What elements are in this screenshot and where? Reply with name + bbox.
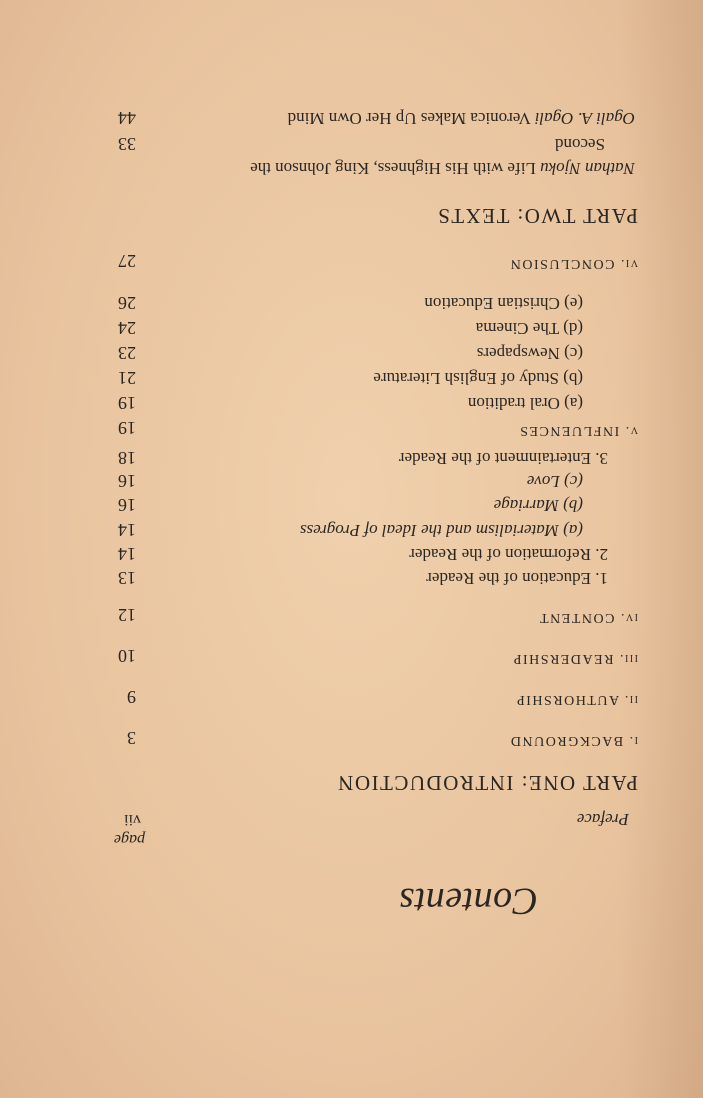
toc-entry-label: (b) Marriage [493,496,583,515]
toc-entry [0,339,703,363]
part-two-heading: PART TWO: TEXTS [436,204,638,228]
toc-entry [0,389,703,413]
toc-entry-page: 19 [118,418,136,438]
toc-entry [0,314,703,338]
toc-entry-author: Nathan Njoku [540,159,635,178]
toc-entry-page: 44 [118,108,136,128]
toc-entry-label: (a) Oral tradition [467,394,583,413]
toc-entry-title-continued: Second [554,135,605,154]
toc-entry-title: Veronica Makes Up Her Own Mind [287,109,531,128]
contents-title: Contents [398,880,538,922]
toc-entry [0,247,703,271]
toc-entry-page: 9 [127,687,136,707]
toc-entry [0,601,703,625]
toc-entry-title: Life with His Highness, King Johnson the [250,159,536,178]
toc-entry-page: 3 [127,728,136,748]
toc-entry-label: (c) Newspapers [476,344,583,363]
toc-entry-page: 12 [118,605,136,625]
toc-entry [0,724,703,748]
toc-entry-page: 10 [118,646,136,666]
toc-entry-author: Ogali A. Ogali [534,109,635,128]
toc-entry-label: (c) Love [526,472,583,491]
toc-entry-label: (e) Christian Education [424,294,583,313]
toc-entry-label: 1. Education of the Reader [426,569,608,588]
toc-entry-page: 23 [118,343,136,363]
toc-entry-label: iii. READERSHIP [512,651,638,666]
toc-entry-label: (d) The Cinema [475,319,583,338]
page-column-label: page [113,831,145,848]
toc-entry [0,364,703,388]
toc-entry-page: 14 [118,520,136,540]
toc-entry [0,564,703,588]
toc-entry-page: 18 [118,448,136,468]
toc-entry-page: 16 [118,471,136,491]
toc-entry-page: 19 [118,393,136,413]
toc-entry-label: (a) Materialism and the Ideal of Progress [300,521,583,540]
toc-entry-page: 21 [118,368,136,388]
toc-entry-page: 14 [118,544,136,564]
toc-entry-label: 2. Reformation of the Reader [409,545,608,564]
toc-entry [0,104,703,128]
toc-entry [0,289,703,313]
toc-entry [0,491,703,515]
toc-entry-page: 33 [118,134,136,154]
toc-entry-label: i. BACKGROUND [509,733,638,748]
toc-entry-page: 27 [118,251,136,271]
toc-entry-page: 24 [118,318,136,338]
toc-entry [0,642,703,666]
toc-entry-page: 16 [118,495,136,515]
toc-entry [0,540,703,564]
toc-entry-label: v. INFLUENCES [518,423,638,438]
toc-entry [0,467,703,491]
toc-entry-label [250,158,635,178]
preface-page-number: vii [124,811,141,828]
toc-entry-page: 26 [118,293,136,313]
toc-entry [0,516,703,540]
toc-entry [0,414,703,438]
toc-entry-label: iv. CONTENT [538,610,638,625]
toc-entry [0,683,703,707]
toc-entry-label: vi. CONCLUSION [509,256,638,271]
toc-entry-page: 13 [118,568,136,588]
preface-entry: Preface [576,810,629,829]
toc-entry [0,444,703,468]
toc-entry-label: (b) Study of English Literature [373,369,583,388]
part-one-heading: PART ONE: INTRODUCTION [336,771,638,795]
toc-entry-label: 3. Entertainment of the Reader [398,449,608,468]
toc-entry [0,130,703,178]
toc-entry-label: ii. AUTHORSHIP [515,692,638,707]
toc-entry-label [288,108,635,128]
